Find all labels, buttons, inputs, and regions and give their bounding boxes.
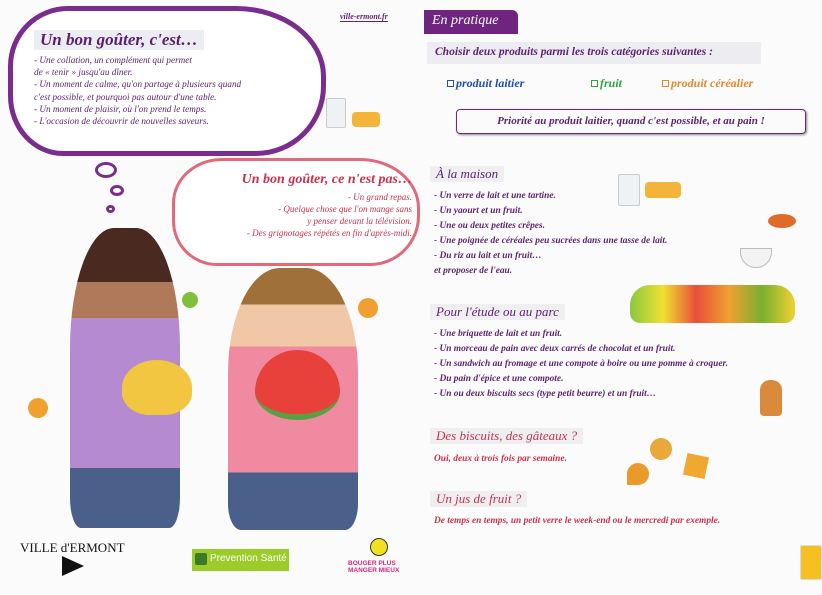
section-title: À la maison: [430, 166, 504, 182]
fruit-basket-image: [122, 360, 192, 415]
section-title: Des biscuits, des gâteaux ?: [430, 428, 583, 444]
thought-bubble: [110, 185, 124, 196]
list-item: - Une ou deux petites crêpes.: [434, 221, 545, 231]
list-item: - Un morceau de pain avec deux carrés de chocolat et un fruit.: [434, 344, 676, 354]
list-item: - Un grand repas.: [347, 192, 412, 202]
cloud-good-title: Un bon goûter, c'est…: [34, 30, 204, 50]
category-label: fruit: [600, 76, 623, 90]
cookie-icon: [650, 438, 672, 460]
checkbox-icon: [591, 80, 598, 87]
thought-bubble: [95, 162, 117, 178]
toast-icon: [352, 112, 380, 127]
cloud-bad-title: Un bon goûter, ce n'est pas…: [241, 172, 412, 187]
cloud-bad-list: [247, 191, 412, 239]
category-cereal: [662, 76, 753, 91]
section-tag: En pratique: [424, 10, 518, 34]
list-item: - Un moment de calme, qu'on partage à plusieurs quand: [34, 79, 242, 90]
milk-glass-icon: [618, 174, 640, 206]
cereal-bowl-icon: [740, 248, 772, 268]
list-item: de « tenir » jusqu'au dîner.: [34, 67, 133, 78]
smiley-icon: [370, 538, 388, 556]
list-item: - L'occasion de découvrir de nouvelles saveurs.: [34, 116, 209, 127]
cloud-bad-content: [180, 172, 412, 239]
list-item: - Quelque chose que l'on mange sans: [278, 204, 412, 214]
section-text: Oui, deux à trois fois par semaine.: [434, 454, 567, 464]
kiwi-icon: [182, 292, 198, 308]
category-label: produit laitier: [456, 76, 525, 90]
list-item: - Un moment de plaisir, où l'on prend le temps.: [34, 103, 207, 114]
juice-glass-icon: [800, 545, 822, 580]
category-fruit: [591, 76, 622, 91]
list-item: c'est possible, et pourquoi pas autour d'une table.: [34, 91, 217, 102]
checkbox-icon: [662, 80, 669, 87]
milk-glass-icon: [326, 98, 346, 128]
thought-bubble: [106, 205, 115, 213]
list-item: - Du pain d'épice et une compote.: [434, 374, 564, 384]
apricot-icon: [28, 398, 48, 418]
cloud-good-list: [34, 54, 324, 127]
section-text: De temps en temps, un petit verre le week-end ou le mercredi par exemple.: [434, 516, 721, 526]
square-biscuit-icon: [683, 453, 709, 479]
list-item: - Une collation, un complément qui permet: [34, 55, 192, 65]
list-item: et proposer de l'eau.: [434, 266, 513, 276]
category-dairy: [447, 76, 524, 91]
toast-icon: [645, 182, 681, 198]
section-title: Pour l'étude ou au parc: [430, 304, 565, 320]
list-item: - Des grignotages répétés en fin d'après-midi.: [246, 228, 412, 238]
ville-ermont-emblem-icon: [62, 556, 84, 576]
list-item: - Un ou deux biscuits secs (type petit beurre) et un fruit…: [434, 389, 657, 399]
fruit-pile-image: [630, 285, 795, 323]
category-label: produit céréalier: [671, 76, 754, 90]
ville-ermont-logo: VILLE d'ERMONT: [20, 540, 125, 555]
list-item: - Une briquette de lait et un fruit.: [434, 329, 563, 339]
subtitle: Choisir deux produits parmi les trois catégories suivantes :: [427, 42, 761, 64]
priority-box: Priorité au produit laitier, quand c'est possible, et au pain !: [456, 109, 806, 134]
section-list: [434, 327, 728, 402]
apricot-icon: [358, 298, 378, 318]
gingerbread-icon: [760, 380, 782, 416]
prevention-sante-logo: Prevention Santé: [192, 549, 289, 571]
list-item: y penser devant la télévision.: [307, 216, 412, 226]
leaf-icon: [195, 553, 207, 565]
list-item: - Du riz au lait et un fruit…: [434, 251, 542, 261]
list-item: - Un yaourt et un fruit.: [434, 206, 523, 216]
list-item: - Un verre de lait et une tartine.: [434, 191, 556, 201]
section-title: Un jus de fruit ?: [430, 491, 527, 507]
checkbox-icon: [447, 80, 454, 87]
list-item: - Un sandwich au fromage et une compote à boire ou une pomme à croquer.: [434, 359, 729, 369]
heart-biscuit-icon: [627, 463, 649, 485]
website-link[interactable]: ville-ermont.fr: [340, 12, 388, 21]
crepe-icon: [768, 214, 796, 228]
list-item: - Une poignée de céréales peu sucrées dans une tasse de lait.: [434, 236, 668, 246]
bouger-plus-logo: BOUGER PLUS MANGER MIEUX: [348, 560, 400, 574]
